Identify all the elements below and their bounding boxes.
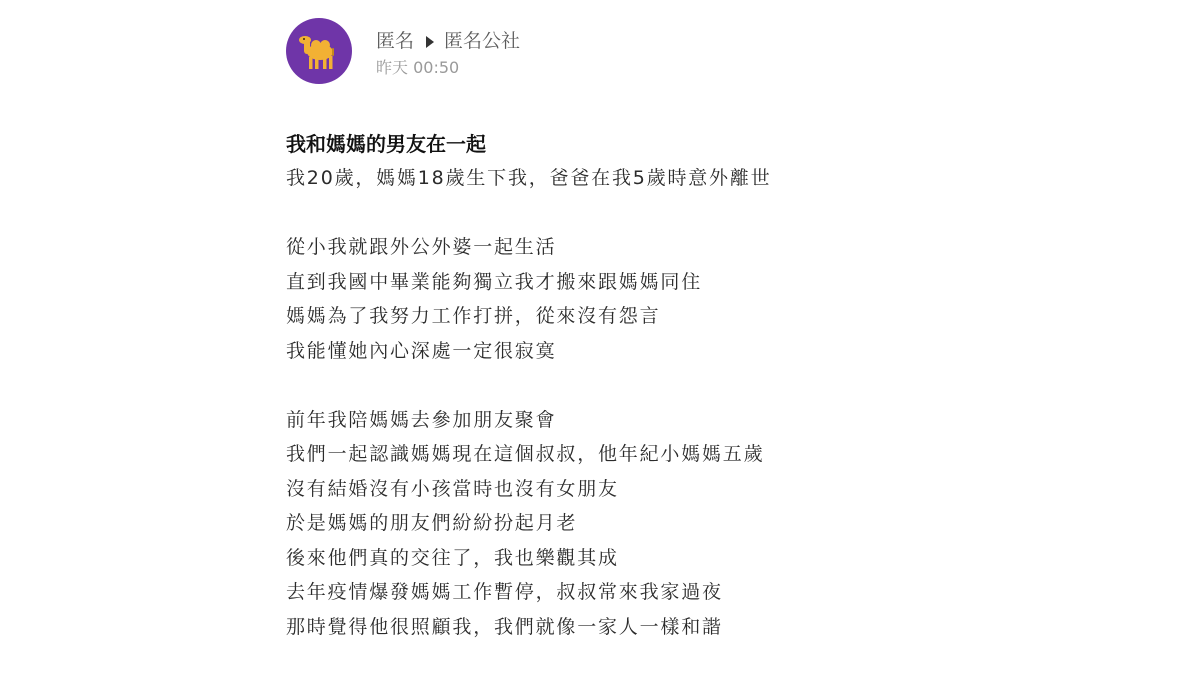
body-line: 直到我國中畢業能夠獨立我才搬來跟媽媽同住 [286, 270, 703, 293]
caret-right-icon [426, 36, 434, 48]
post-body [286, 161, 926, 644]
body-line: 後來他們真的交往了，我也樂觀其成 [286, 546, 619, 569]
post-header [286, 18, 926, 84]
body-line: 我20歲，媽媽18歲生下我，爸爸在我5歲時意外離世 [286, 167, 772, 189]
body-line: 於是媽媽的朋友們紛紛扮起月老 [286, 512, 578, 534]
paragraph-gap [286, 196, 926, 231]
body-line: 前年我陪媽媽去參加朋友聚會 [286, 408, 557, 431]
author-name[interactable]: 匿名 [376, 30, 415, 52]
body-line: 從小我就跟外公外婆一起生活 [286, 236, 557, 258]
body-line: 我們一起認識媽媽現在這個叔叔，他年紀小媽媽五歲 [286, 443, 765, 465]
author-board-line [376, 27, 520, 55]
body-line: 去年疫情爆發媽媽工作暫停，叔叔常來我家過夜 [286, 581, 723, 603]
post-meta [376, 18, 520, 79]
paragraph-gap [286, 368, 926, 403]
board-name[interactable]: 匿名公社 [444, 30, 521, 52]
avatar[interactable] [286, 18, 352, 84]
body-line: 我能懂她內心深處一定很寂寞 [286, 339, 557, 362]
body-line: 媽媽為了我努力工作打拼，從來沒有怨言 [286, 305, 661, 327]
body-line: 那時覺得他很照顧我，我們就像一家人一樣和諧 [286, 615, 723, 638]
post-title: 我和媽媽的男友在一起 [286, 132, 486, 156]
post-time: 昨天 00:50 [376, 58, 460, 77]
camel-icon [296, 28, 342, 74]
body-line: 沒有結婚沒有小孩當時也沒有女朋友 [286, 477, 619, 500]
post-card [286, 18, 926, 644]
